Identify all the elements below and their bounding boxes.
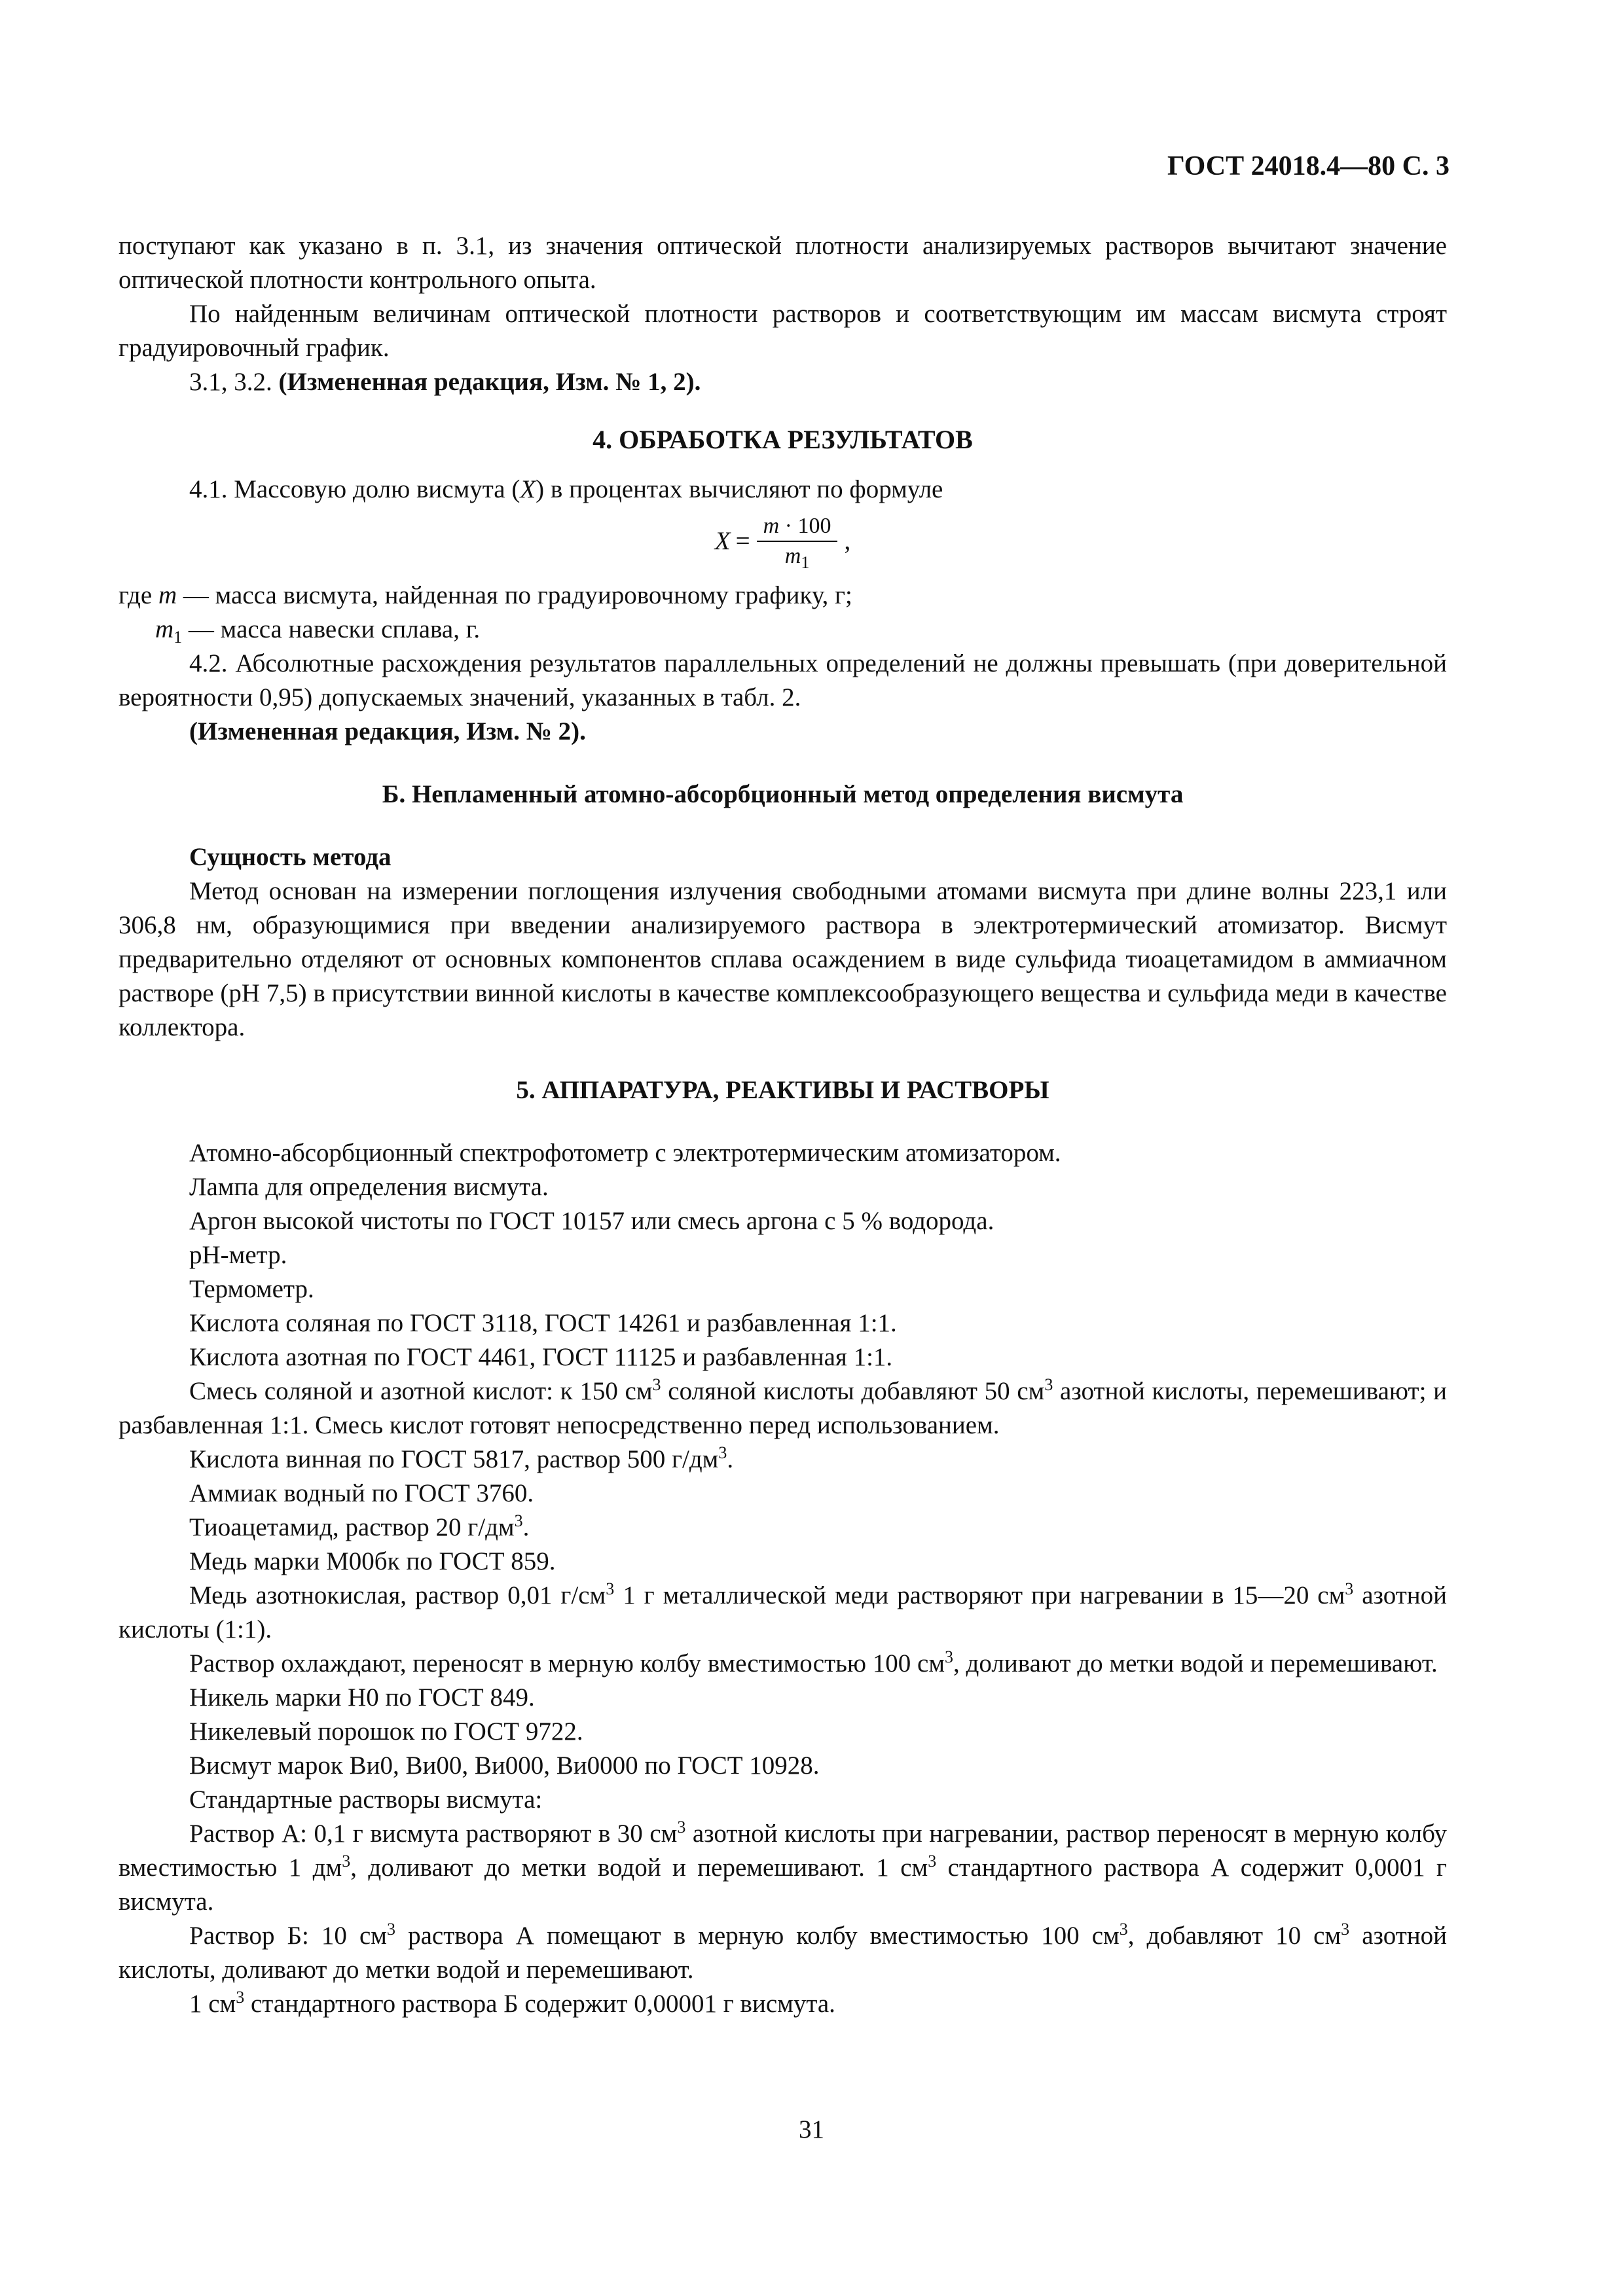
formula-fraction xyxy=(757,512,838,571)
item-ammonia: Аммиак водный по ГОСТ 3760. xyxy=(189,1479,534,1507)
item-thioacetamide: Тиоацетамид, раствор 20 $г/дм^3$. xyxy=(189,1511,530,1541)
item-spectrophotometer: Атомно-абсорбционный спектрофотометр с электротермическим атомизатором. xyxy=(189,1139,1061,1167)
item-standard-solutions: Стандартные растворы висмута: xyxy=(189,1785,543,1814)
paragraph-calibration-graph: По найденным величинам оптической плотности растворов и соответствующим им массам висмута строят градуировочный график. xyxy=(119,300,1447,362)
item-thermometer: Термометр. xyxy=(189,1275,314,1303)
item-lamp: Лампа для определения висмута. xyxy=(189,1173,549,1201)
item-acid-mixture: Смесь соляной и азотной кислот: к 150 $см^3$ соляной кислоты добавляют 50 $см^3$ азотной кислоты, перемешивают; и разбавленная 1:1. Смесь кислот готовят непосредственно перед использованием. xyxy=(119,1375,1448,1439)
section-b-title: Б. Непламенный атомно-абсорбционный метод определения висмута xyxy=(382,780,1184,808)
formula xyxy=(119,512,1447,571)
item-nickel-powder: Никелевый порошок по ГОСТ 9722. xyxy=(189,1717,583,1746)
essence-title: Сущность метода xyxy=(189,843,392,871)
item-hydrochloric-acid: Кислота соляная по ГОСТ 3118, ГОСТ 14261 и разбавленная 1:1. xyxy=(189,1309,897,1337)
formula-denominator: $m_1$ xyxy=(784,544,810,572)
paragraph-continuation: поступают как указано в п. 3.1, из значения оптической плотности анализируемых растворов вычитают значение оптической плотности контрольного опыта. xyxy=(119,232,1447,294)
page-content xyxy=(119,229,1447,2021)
item-argon: Аргон высокой чистоты по ГОСТ 10157 или смесь аргона с 5 % водорода. xyxy=(189,1207,994,1235)
item-bismuth: Висмут марок Ви0, Ви00, Ви000, Ви0000 по ГОСТ 10928. xyxy=(189,1751,820,1780)
item-tartaric-acid: Кислота винная по ГОСТ 5817, раствор 500 $г/дм^3$. xyxy=(189,1443,734,1473)
section-5-title: 5. АППАРАТУРА, РЕАКТИВЫ И РАСТВОРЫ xyxy=(516,1076,1049,1104)
essence-text: Метод основан на измерении поглощения излучения свободными атомами висмута при длине волны 223,1 или 306,8 нм, образующимися при введении анализируемого раствора в электротермический атомизатор. Висмут предварительно отделяют от основных компонентов сплава осаждением в виде сульфида тиоацетамидом в аммиачном растворе (pH 7,5) в присутствии винной кислоты в качестве комплексообразующего вещества и сульфида меди в качестве коллектора. xyxy=(119,877,1447,1041)
section-4-title: 4. ОБРАБОТКА РЕЗУЛЬТАТОВ xyxy=(593,425,973,454)
item-ph-meter: pH-метр. xyxy=(189,1241,287,1269)
amendment-note-1: 3.1, 3.2. (Измененная редакция, Изм. № 1, 2). xyxy=(189,368,701,396)
item-copper-nitrate: Медь азотнокислая, раствор 0,01 $г/см^3$ 1 г металлической меди растворяют при нагревании в 15—20 $см^3$ азотной кислоты (1:1). xyxy=(119,1579,1448,1643)
item-nickel: Никель марки Н0 по ГОСТ 849. xyxy=(189,1683,535,1712)
formula-comma: , xyxy=(844,527,851,555)
formula-numerator: m · 100 xyxy=(757,512,838,542)
paragraph-4-1: 4.1. Массовую долю висмута (X) в процентах вычисляют по формуле xyxy=(189,475,943,503)
item-nitric-acid: Кислота азотная по ГОСТ 4461, ГОСТ 11125 и разбавленная 1:1. xyxy=(189,1343,893,1371)
paragraph-4-2: 4.2. Абсолютные расхождения результатов параллельных определений не должны превышать (при доверительной вероятности 0,95) допускаемых значений, указанных в табл. 2. xyxy=(119,649,1447,711)
amendment-note-2: (Измененная редакция, Изм. № 2). xyxy=(189,717,586,745)
item-cooling: Раствор охлаждают, переносят в мерную колбу вместимостью 100 $см^3$, доливают до метки водой и перемешивают. xyxy=(189,1647,1438,1677)
where-line-2: $m_1$ — масса навески сплава, г. xyxy=(155,615,481,647)
page-header: ГОСТ 24018.4—80 С. 3 xyxy=(1167,151,1450,181)
item-solution-a: Раствор А: 0,1 г висмута растворяют в 30 $см^3$ азотной кислоты при нагревании, раствор переносят в мерную колбу вместимостью 1 $дм^3$, доливают до метки водой и перемешивают. 1 $см^3$ стандартного раствора А содержит 0,0001 г висмута. xyxy=(119,1818,1447,1916)
formula-lhs: X xyxy=(714,527,731,555)
formula-equals: = xyxy=(735,527,750,555)
item-solution-b: Раствор Б: 10 $см^3$ раствора А помещают в мерную колбу вместимостью 100 $см^3$, добавляют 10 $см^3$ азотной кислоты, доливают до метки водой и перемешивают. xyxy=(119,1920,1447,1984)
item-copper: Медь марки М00бк по ГОСТ 859. xyxy=(189,1547,556,1575)
where-line-1: где m — масса висмута, найденная по градуировочному графику, г; xyxy=(119,581,852,609)
page-number: 31 xyxy=(799,2115,824,2144)
item-solution-b-content: 1 $см^3$ стандартного раствора Б содержит 0,00001 г висмута. xyxy=(189,1988,835,2018)
